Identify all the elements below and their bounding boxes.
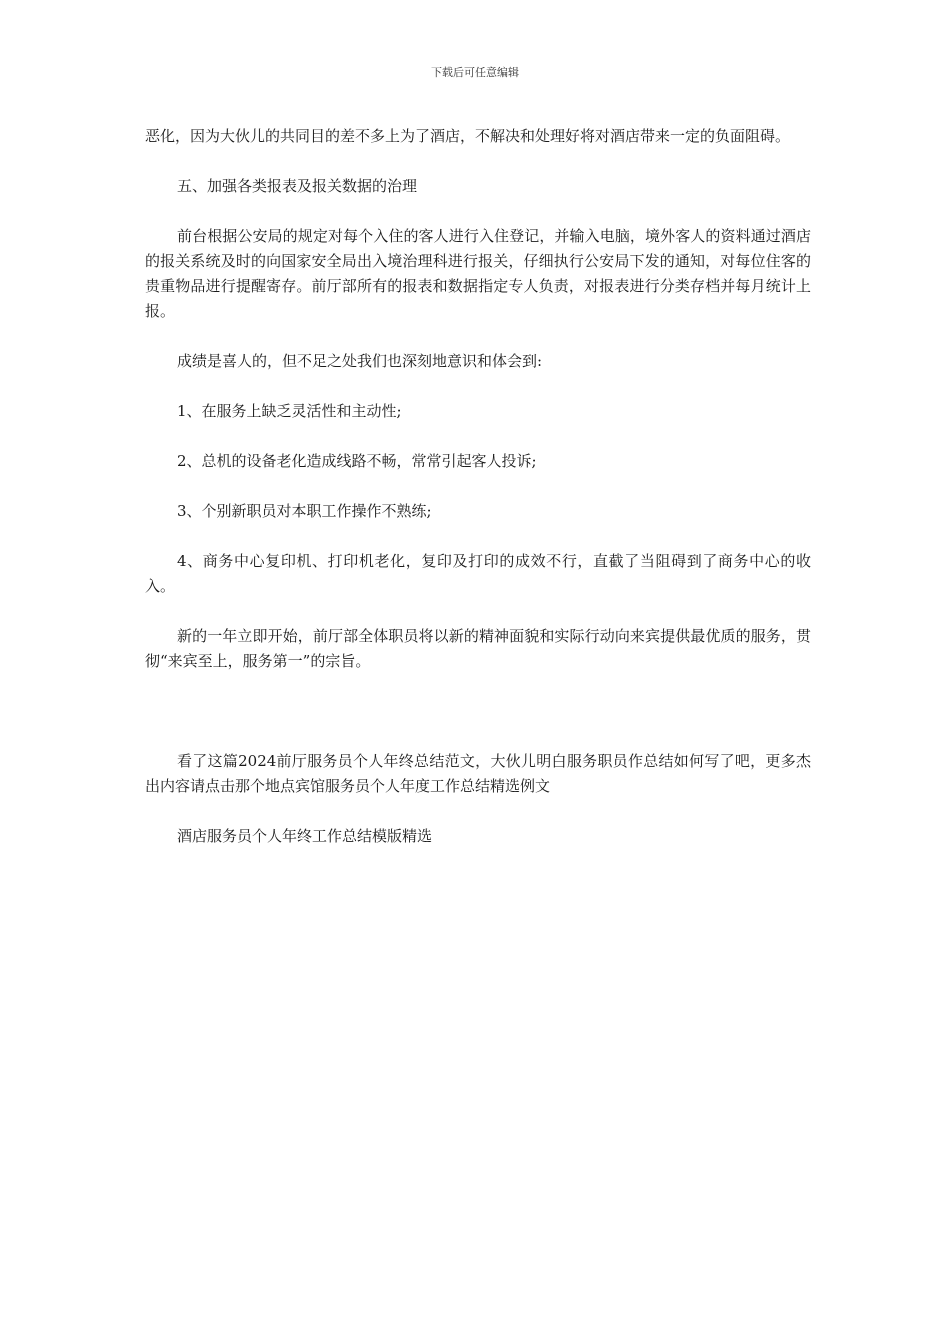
paragraph-report-management: 前台根据公安局的规定对每个入住的客人进行入住登记，并输入电脑，境外客人的资料通过酒店的报关系统及时的向国家安全局出入境治理科进行报关，仔细执行公安局下发的通知，对每位住客的贵重物品进行提醒寄存。前厅部所有的报表和数据指定专人负责，对报表进行分类存档并每月统计上报。: [145, 227, 811, 320]
list-item-3: 3、个别新职员对本职工作操作不熟练;: [177, 502, 432, 520]
list-item-4: 4、商务中心复印机、打印机老化，复印及打印的成效不行，直截了当阻碍到了商务中心的收入。: [145, 552, 811, 595]
spacer: [145, 699, 811, 749]
paragraph-new-year: 新的一年立即开始，前厅部全体职员将以新的精神面貌和实际行动向来宾提供最优质的服务，贯彻“来宾至上，服务第一”的宗旨。: [145, 627, 811, 670]
paragraph-closing-note: 看了这篇2024前厅服务员个人年终总结范文，大伙儿明白服务职员作总结如何写了吧，更多杰出内容请点击那个地点宾馆服务员个人年度工作总结精选例文: [145, 752, 811, 795]
page-header: 下载后可任意编辑: [431, 66, 519, 79]
list-item-1: 1、在服务上缺乏灵活性和主动性;: [177, 402, 402, 420]
list-item-2: 2、总机的设备老化造成线路不畅，常常引起客人投诉;: [177, 452, 537, 470]
paragraph-continuation: 恶化，因为大伙儿的共同目的差不多上为了酒店，不解决和处理好将对酒店带来一定的负面阻碍。: [145, 127, 791, 145]
paragraph-shortcomings-intro: 成绩是喜人的，但不足之处我们也深刻地意识和体会到:: [177, 352, 543, 370]
related-article-link[interactable]: 酒店服务员个人年终工作总结模版精选: [177, 827, 433, 845]
document-body: [145, 124, 811, 874]
section-heading: 五、加强各类报表及报关数据的治理: [177, 177, 418, 195]
